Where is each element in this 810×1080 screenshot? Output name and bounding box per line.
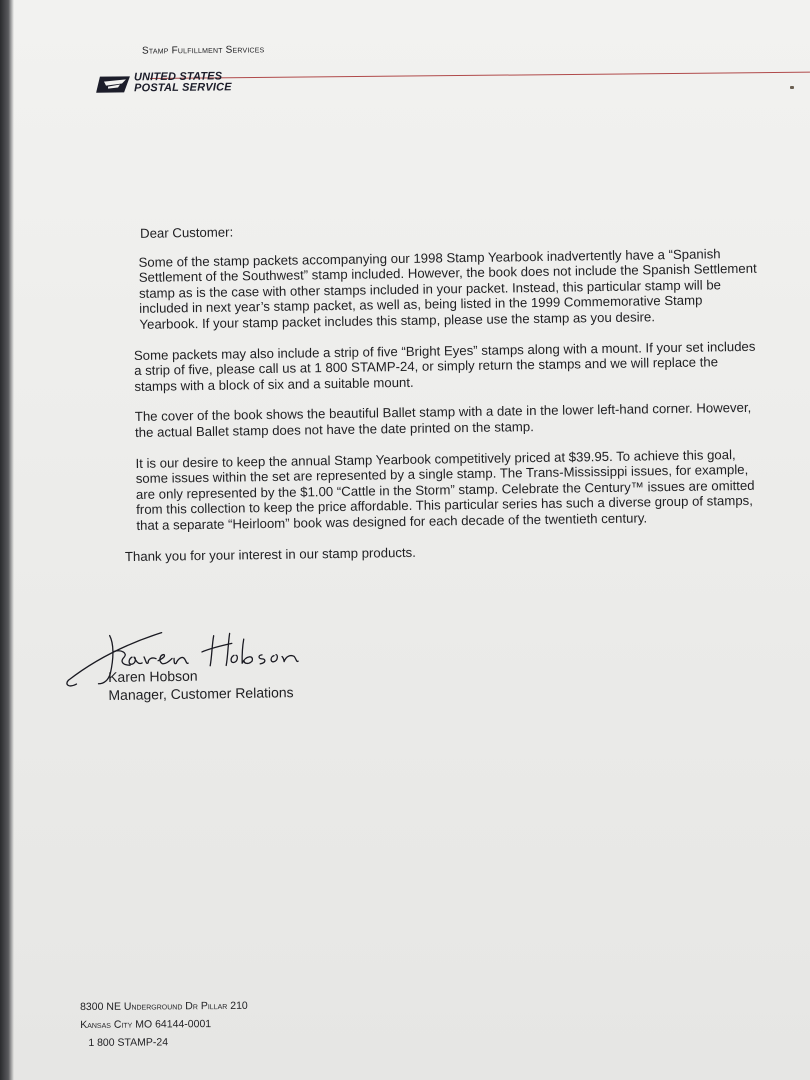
letterhead-rule <box>150 72 810 79</box>
logo-wordmark <box>134 71 232 94</box>
salutation: Dear Customer: <box>139 224 234 241</box>
paragraph-3: The cover of the book shows the beautiful Ballet stamp with a date in the lower left-hand corner. However, the actual Ballet stamp does not have the date printed on the stamp. <box>134 400 752 440</box>
eagle-icon <box>96 72 132 94</box>
logo-line-2: POSTAL SERVICE <box>133 81 232 95</box>
signer-title: Manager, Customer Relations <box>108 684 294 703</box>
address-line-2: Kansas City MO 64144-0001 <box>80 1018 212 1031</box>
signer-name: Karen Hobson <box>108 667 198 685</box>
address-line-1: 8300 NE Underground Dr Pillar 210 <box>80 999 248 1013</box>
usps-logo <box>96 71 232 94</box>
footer-address <box>80 997 248 1052</box>
signature-block <box>108 665 294 704</box>
paragraph-4: It is our desire to keep the annual Stamp Yearbook competitively priced at $39.95. To achieve this goal, some issues within the set are represented by a single stamp. The Trans-Mississippi issues, for example, are only represented by the $1.00 “Cattle in the Storm” stamp. Celebrate the Century™ issues are omitted from this collection to keep the price affordable. This particular series has such a diverse group of stamps, that a separate “Heirloom” book was designed for each decade of the twentieth century. <box>135 446 755 533</box>
paragraph-2: Some packets may also include a strip of five “Bright Eyes” stamps along with a mount. If your set includes a strip of five, please call us at 1 800 STAMP-24, or simply return the stamps and we will replace the stamps with a block of six and a suitable mount. <box>133 338 756 394</box>
letter-body <box>124 217 767 564</box>
logo-line-1: UNITED STATES <box>133 70 223 84</box>
paper-speck <box>790 86 794 89</box>
closing-line: Thank you for your interest in our stamp products. <box>124 544 416 564</box>
paragraph-1: Some of the stamp packets accompanying our 1998 Stamp Yearbook inadvertently have a “Spanish Settlement of the Southwest” stamp included. However, the book does not include the Spanish Settlement stamp as is the case with other stamps included in your packet. Instead, this particular stamp will be included in next year’s stamp packet, as well as, being listed in the 1999 Commemorative Stamp Yearbook. If your stamp packet includes this stamp, please use the stamp as you desire. <box>138 245 757 332</box>
phone-number: 1 800 STAMP-24 <box>88 1036 169 1049</box>
page-edge-shadow <box>0 0 14 1080</box>
department-name: Stamp Fulfillment Services <box>141 44 265 57</box>
